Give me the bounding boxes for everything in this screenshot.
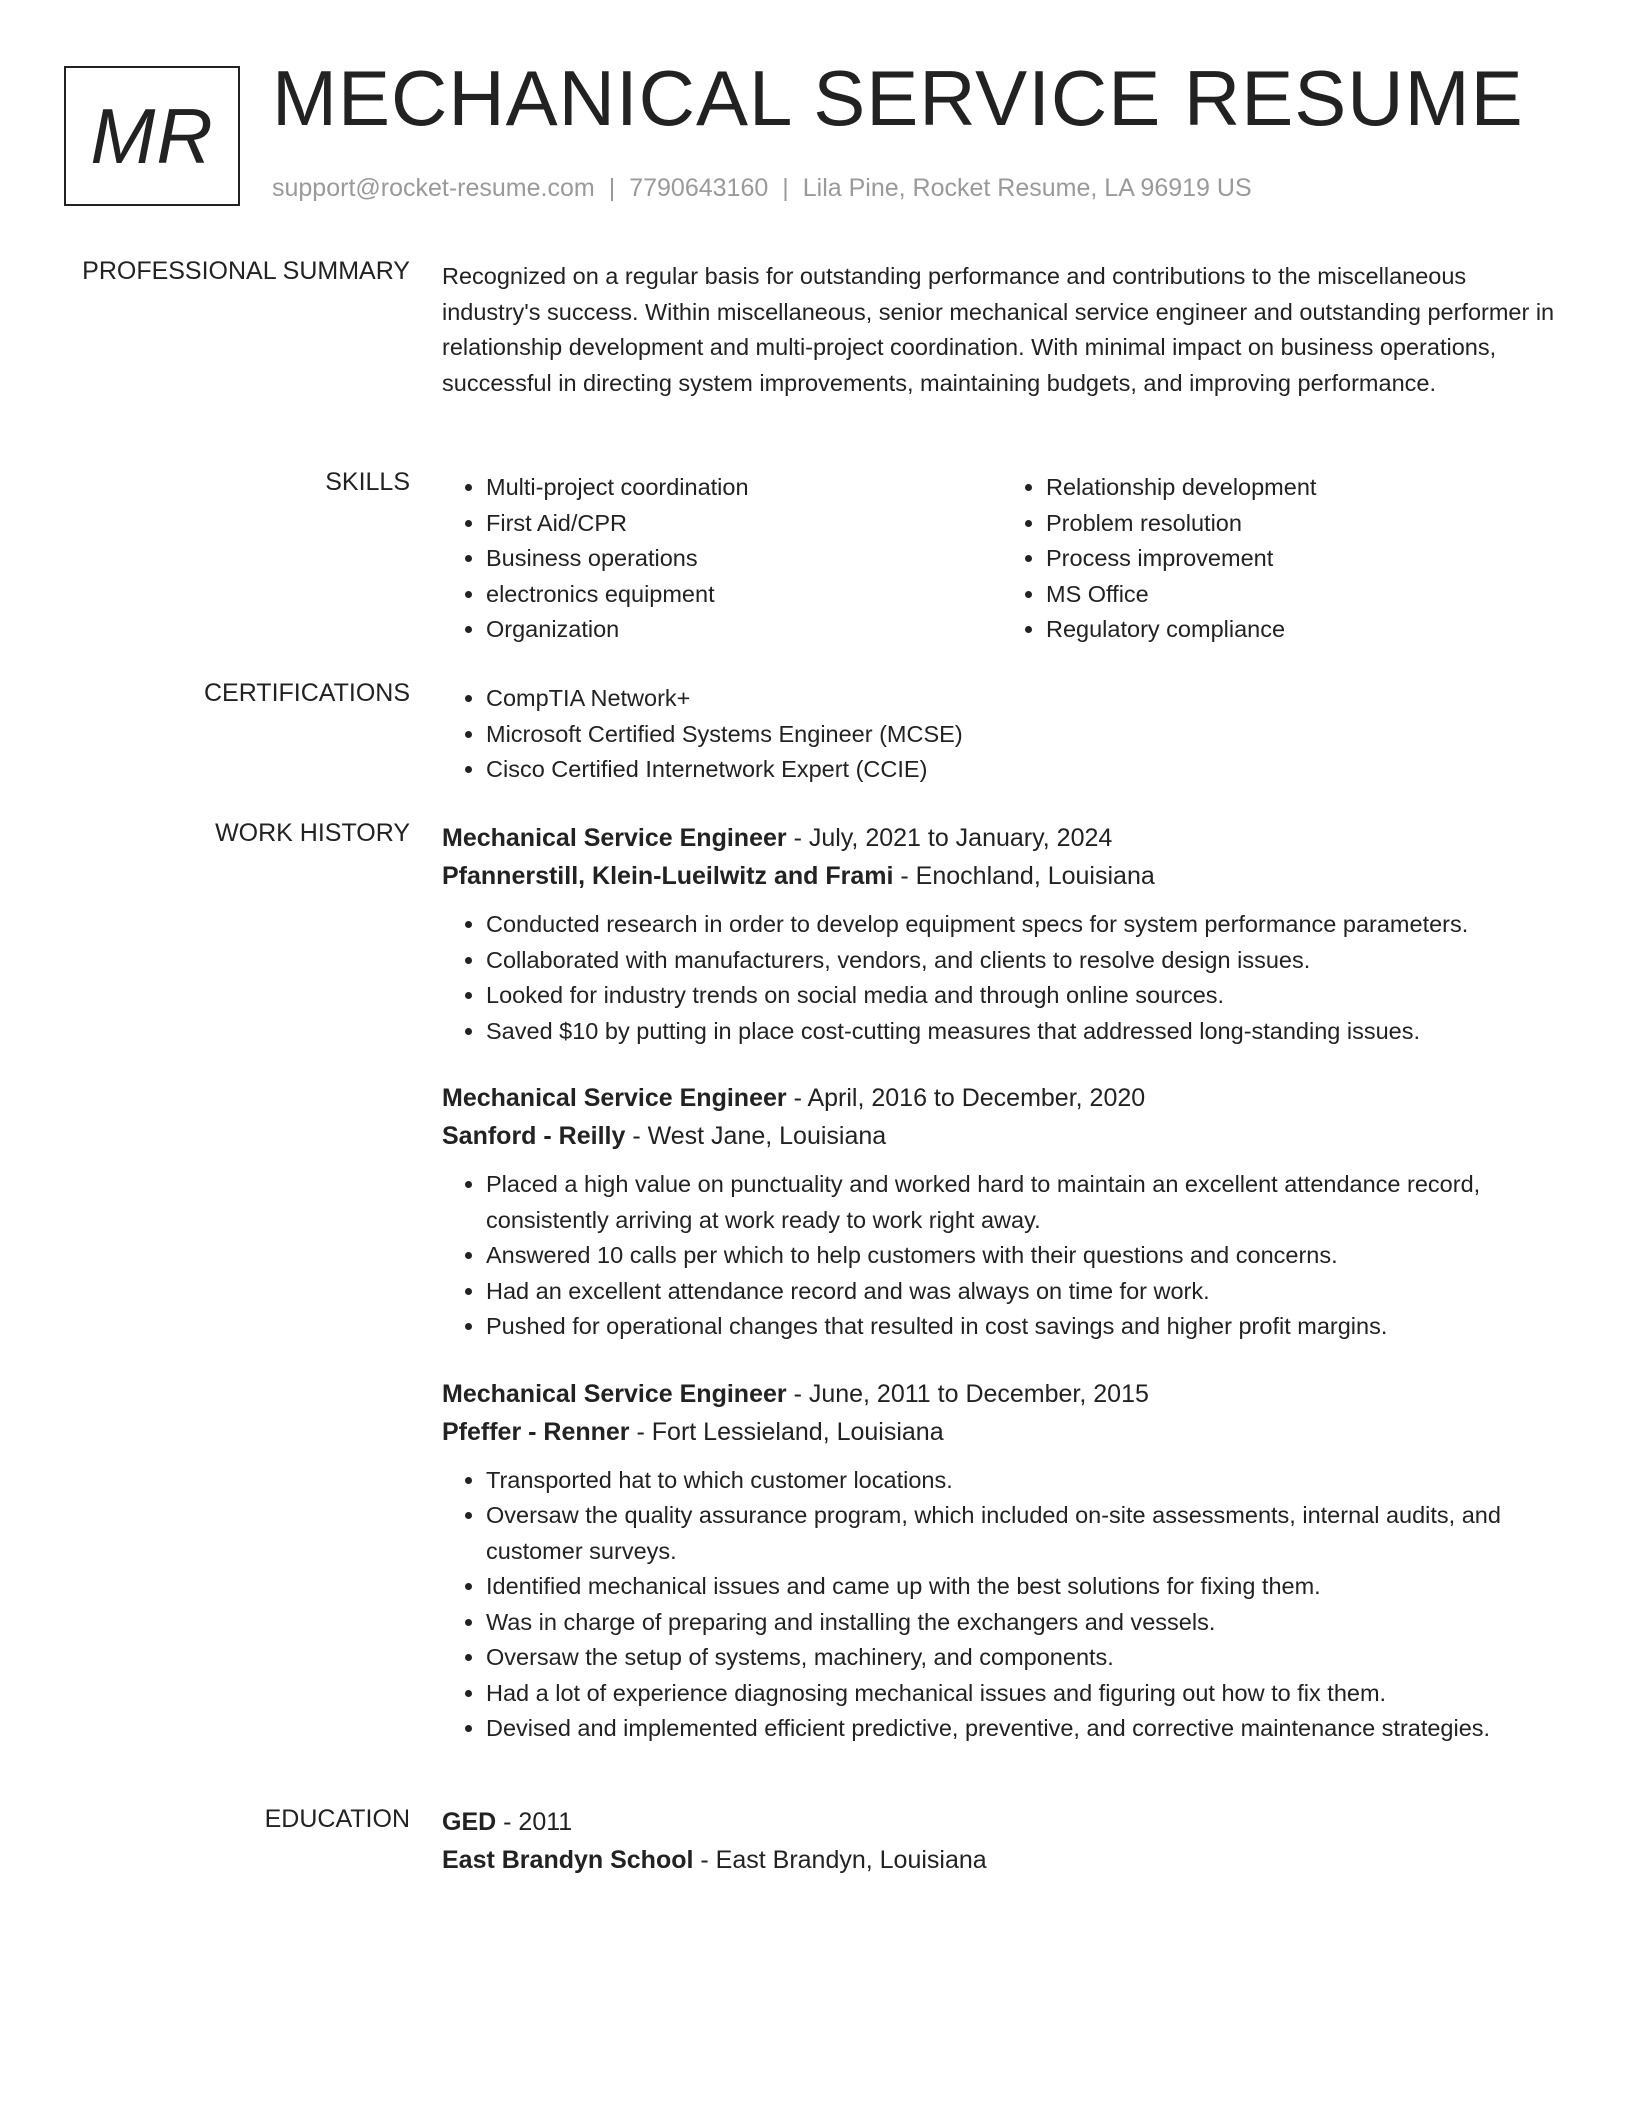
- contact-line: [272, 174, 1252, 203]
- certification-item: • Cisco Certified Internetwork Expert (CCIE): [486, 752, 1562, 788]
- skills-content: [442, 470, 1562, 648]
- job-title-line: [442, 1375, 1562, 1413]
- certifications-label: CERTIFICATIONS: [203, 679, 410, 707]
- skills-label: SKILLS: [325, 468, 410, 496]
- skill-item: • Organization: [486, 612, 1002, 648]
- job-bullet: • Oversaw the setup of systems, machinery, and components.: [486, 1640, 1562, 1676]
- skill-item: • Business operations: [486, 541, 1002, 577]
- skill-item: • First Aid/CPR: [486, 506, 1002, 542]
- job-title: Mechanical Service Engineer: [442, 824, 787, 852]
- education-label: EDUCATION: [264, 1805, 410, 1833]
- job-bullet: • Placed a high value on punctuality and worked hard to maintain an excellent attendance record, consistently arriving at work ready to work right away.: [486, 1167, 1562, 1238]
- skill-item: • Multi-project coordination: [486, 470, 1002, 506]
- job-entry: [442, 1375, 1562, 1747]
- job-bullet: • Identified mechanical issues and came up with the best solutions for fixing them.: [486, 1569, 1562, 1605]
- education-school: East Brandyn School: [442, 1846, 694, 1874]
- job-bullet: • Had an excellent attendance record and was always on time for work.: [486, 1274, 1562, 1310]
- job-bullet: • Transported hat to which customer locations.: [486, 1463, 1562, 1499]
- job-company: Pfannerstill, Klein-Lueilwitz and Frami: [442, 862, 894, 890]
- job-title-line: [442, 1079, 1562, 1117]
- contact-separator: |: [608, 174, 616, 202]
- job-bullet: • Pushed for operational changes that resulted in cost savings and higher profit margins.: [486, 1309, 1562, 1345]
- job-bullet: • Looked for industry trends on social media and through online sources.: [486, 978, 1562, 1014]
- work-content: [442, 819, 1562, 1747]
- job-entry: [442, 819, 1562, 1049]
- education-degree: GED: [442, 1808, 497, 1836]
- job-dates: - April, 2016 to December, 2020: [793, 1084, 1146, 1112]
- job-bullet: • Conducted research in order to develop equipment specs for system performance parameters.: [486, 907, 1562, 943]
- job-title: Mechanical Service Engineer: [442, 1379, 787, 1408]
- job-company-line: [442, 857, 1562, 895]
- education-degree-line: [442, 1803, 1562, 1841]
- job-company: Pfeffer - Renner: [442, 1417, 630, 1446]
- contact-phone: 7790643160: [629, 174, 769, 202]
- skills-list-right: [1002, 470, 1562, 648]
- contact-separator: |: [782, 174, 789, 202]
- resume-title: MECHANICAL SERVICE RESUME: [272, 54, 1524, 142]
- job-bullets: [442, 907, 1562, 1049]
- contact-email: support@rocket-resume.com: [272, 174, 595, 202]
- job-bullet: • Was in charge of preparing and installing the exchangers and vessels.: [486, 1605, 1562, 1641]
- certifications-list: [442, 681, 1562, 788]
- skill-item: • Regulatory compliance: [1046, 612, 1562, 648]
- job-bullets: [442, 1463, 1562, 1747]
- job-location: - West Jane, Louisiana: [632, 1122, 887, 1150]
- contact-address: Lila Pine, Rocket Resume, LA 96919 US: [802, 174, 1252, 202]
- job-bullet: • Saved $10 by putting in place cost-cutting measures that addressed long-standing issues.: [486, 1014, 1562, 1050]
- certifications-content: [442, 681, 1562, 788]
- job-entry: [442, 1079, 1562, 1345]
- job-location: - Fort Lessieland, Louisiana: [636, 1417, 944, 1446]
- job-bullet: • Had a lot of experience diagnosing mechanical issues and figuring out how to fix them.: [486, 1676, 1562, 1712]
- education-content: [442, 1803, 1562, 1879]
- education-location: - East Brandyn, Louisiana: [700, 1846, 987, 1874]
- job-dates: - June, 2011 to December, 2015: [793, 1379, 1149, 1408]
- skill-item: • Relationship development: [1046, 470, 1562, 506]
- skill-item: • MS Office: [1046, 577, 1562, 613]
- work-label: WORK HISTORY: [215, 819, 410, 847]
- job-dates: - July, 2021 to January, 2024: [793, 824, 1113, 852]
- job-company-line: [442, 1117, 1562, 1155]
- skill-item: • Process improvement: [1046, 541, 1562, 577]
- certification-item: • Microsoft Certified Systems Engineer (MCSE): [486, 717, 1562, 753]
- job-bullet: • Answered 10 calls per which to help customers with their questions and concerns.: [486, 1238, 1562, 1274]
- job-company-line: [442, 1413, 1562, 1451]
- skill-item: • electronics equipment: [486, 577, 1002, 613]
- summary-label: PROFESSIONAL SUMMARY: [82, 257, 410, 285]
- job-location: - Enochland, Louisiana: [900, 862, 1155, 890]
- monogram-logo: MR: [64, 66, 240, 206]
- job-title-line: [442, 819, 1562, 857]
- certification-item: • CompTIA Network+: [486, 681, 1562, 717]
- education-school-line: [442, 1841, 1562, 1879]
- summary-text: Recognized on a regular basis for outstanding performance and contributions to the miscellaneous industry's success. Within miscellaneous, senior mechanical service engineer and outstanding performer in relationship development and multi-project coordination. With minimal impact on business operations, successful in directing system improvements, maintaining budgets, and improving performance.: [442, 263, 1555, 396]
- skills-list-left: [442, 470, 1002, 648]
- job-bullet: • Devised and implemented efficient predictive, preventive, and corrective maintenance strategies.: [486, 1711, 1562, 1747]
- job-bullet: • Collaborated with manufacturers, vendors, and clients to resolve design issues.: [486, 943, 1562, 979]
- education-year: - 2011: [503, 1808, 573, 1836]
- skill-item: • Problem resolution: [1046, 506, 1562, 542]
- job-bullet: • Oversaw the quality assurance program, which included on-site assessments, internal audits, and customer surveys.: [486, 1498, 1562, 1569]
- job-title: Mechanical Service Engineer: [442, 1084, 787, 1112]
- job-bullets: [442, 1167, 1562, 1345]
- job-company: Sanford - Reilly: [442, 1122, 626, 1150]
